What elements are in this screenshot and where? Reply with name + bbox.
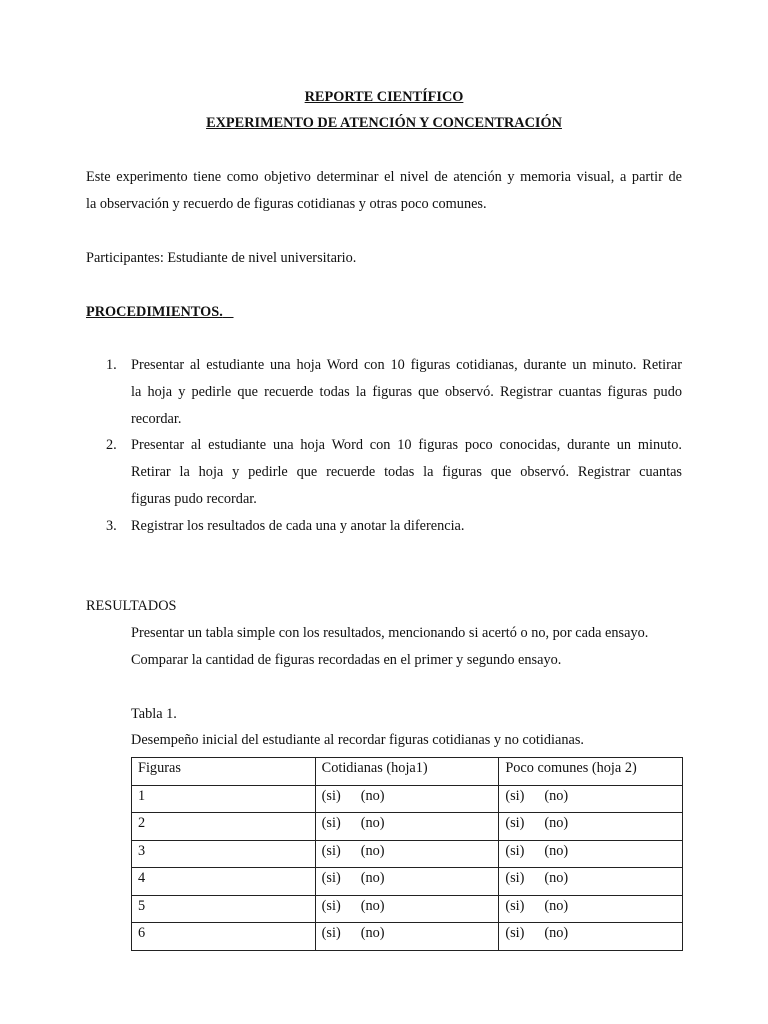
procedure-number: 3. [106,518,117,534]
cotidianas-cell [315,840,499,868]
option-no: (no) [360,870,385,886]
option-no: (no) [544,842,569,859]
table-row [132,813,683,841]
option-si: (si) [321,925,341,941]
header-figuras: Figuras [132,758,316,786]
figura-number: 2 [132,813,316,841]
figura-number: 6 [132,923,316,951]
poco-comunes-cell [499,868,683,896]
intro-line-1: Este experimento tiene como objetivo determinar el nivel de atención y memoria visual, a partir de [86,169,682,185]
procedure-number: 1. [106,357,117,373]
report-title: REPORTE CIENTÍFICO [304,89,464,105]
option-no: (no) [544,870,569,886]
poco-comunes-cell [499,923,683,951]
intro-line-2: la observación y recuerdo de figuras cotidianas y otras poco comunes. [86,196,487,212]
header-poco-comunes: Poco comunes (hoja 2) [499,758,683,786]
option-si: (si) [321,897,341,914]
table-header-row [132,758,683,786]
option-no: (no) [544,787,569,804]
procedure-1-line-1: Presentar al estudiante una hoja Word con 10 figuras cotidianas, durante un minuto. Retirar [131,357,682,373]
cotidianas-cell [315,813,499,841]
option-si: (si) [505,787,525,804]
table-row [132,785,683,813]
procedure-1-line-2: la hoja y pedirle que recuerde todas la figuras que observó. Registrar cuantas figuras pudo [131,384,682,400]
table-row [132,840,683,868]
participants-text: Participantes: Estudiante de nivel universitario. [86,250,357,266]
cotidianas-cell [315,923,499,951]
results-line-2: Comparar la cantidad de figuras recordadas en el primer y segundo ensayo. [131,652,562,668]
results-line-1: Presentar un tabla simple con los resultados, mencionando si acertó o no, por cada ensayo. [131,625,649,641]
poco-comunes-cell [499,840,683,868]
procedure-3-line-1: Registrar los resultados de cada una y anotar la diferencia. [131,518,465,534]
cotidianas-cell [315,895,499,923]
option-no: (no) [544,925,569,941]
header-cotidianas: Cotidianas (hoja1) [315,758,499,786]
option-no: (no) [544,897,569,914]
figura-number: 5 [132,895,316,923]
option-si: (si) [505,925,525,941]
option-no: (no) [360,815,385,831]
procedure-2-line-3: figuras pudo recordar. [131,491,257,507]
report-subtitle: EXPERIMENTO DE ATENCIÓN Y CONCENTRACIÓN [206,115,562,131]
option-si: (si) [321,787,341,804]
figura-number: 1 [132,785,316,813]
procedure-2-line-2: Retirar la hoja y pedirle que recuerde todas la figuras que observó. Registrar cuantas [131,464,682,480]
procedure-1-line-3: recordar. [131,411,182,427]
poco-comunes-cell [499,813,683,841]
option-si: (si) [505,815,525,831]
option-si: (si) [505,897,525,914]
poco-comunes-cell [499,895,683,923]
figura-number: 3 [132,840,316,868]
table-row [132,923,683,951]
results-table [131,757,683,951]
table-row [132,868,683,896]
option-no: (no) [544,815,569,831]
option-si: (si) [505,870,525,886]
table-row [132,895,683,923]
table-label: Tabla 1. [131,706,177,722]
option-no: (no) [360,925,385,941]
option-no: (no) [360,787,385,804]
option-si: (si) [321,815,341,831]
option-si: (si) [321,870,341,886]
option-no: (no) [360,842,385,859]
option-si: (si) [321,842,341,859]
procedures-heading: PROCEDIMIENTOS. [86,304,223,320]
option-si: (si) [505,842,525,859]
poco-comunes-cell [499,785,683,813]
figura-number: 4 [132,868,316,896]
procedure-2-line-1: Presentar al estudiante una hoja Word con 10 figuras poco conocidas, durante un minuto. [131,437,682,453]
results-heading: RESULTADOS [86,598,177,614]
cotidianas-cell [315,785,499,813]
cotidianas-cell [315,868,499,896]
table-caption: Desempeño inicial del estudiante al recordar figuras cotidianas y no cotidianas. [131,732,584,748]
option-no: (no) [360,897,385,914]
procedure-number: 2. [106,437,117,453]
